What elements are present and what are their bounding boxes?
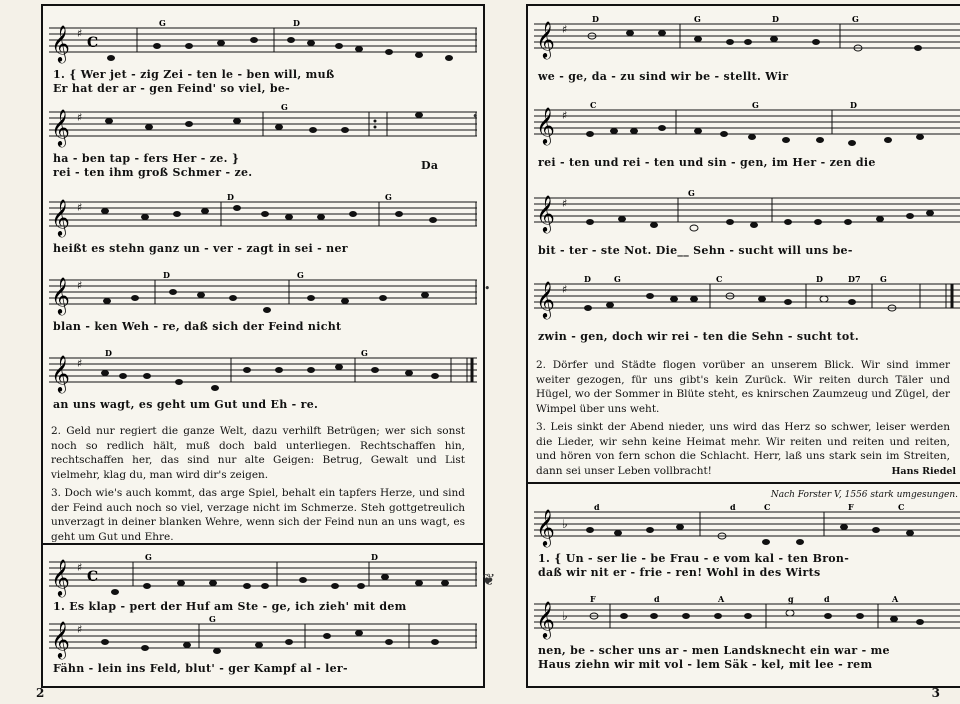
- right-page: [526, 4, 960, 688]
- svg-text:C: C: [87, 569, 99, 585]
- svg-text:𝄞: 𝄞: [51, 354, 70, 392]
- svg-text:♭: ♭: [562, 609, 568, 623]
- svg-text:C: C: [87, 35, 99, 51]
- page-number: 2: [36, 686, 45, 700]
- music-staff: [49, 554, 477, 598]
- music-system: [534, 596, 960, 682]
- chord-symbol: D: [584, 276, 591, 284]
- chord-symbol: d: [654, 596, 660, 604]
- chord-symbol: C: [898, 504, 905, 512]
- svg-text:♯: ♯: [562, 109, 568, 122]
- lyric-side-word: Da: [421, 159, 439, 172]
- page-number: 3: [931, 686, 940, 700]
- chord-symbol: G: [694, 16, 701, 24]
- lyric-line: an uns wagt, es geht um Gut und Eh - re.: [53, 398, 319, 411]
- chord-symbol: G: [752, 102, 759, 110]
- svg-text:𝄞: 𝄞: [51, 276, 70, 314]
- chord-symbol: D: [163, 272, 170, 280]
- lyric-line: 1. { Wer jet - zig Zei - ten le - ben will, muß: [53, 68, 335, 81]
- music-staff: [49, 194, 477, 238]
- chord-symbol: F: [590, 596, 596, 604]
- music-system: [49, 104, 477, 184]
- lyric-line: heißt es stehn ganz un - ver - zagt in sei - ner: [53, 242, 348, 255]
- music-system: [534, 102, 960, 174]
- svg-text:♯: ♯: [77, 201, 83, 214]
- song-divider: [528, 482, 960, 484]
- music-system: [49, 194, 477, 260]
- svg-text:𝄞: 𝄞: [536, 280, 555, 318]
- svg-text:𝄞: 𝄞: [536, 20, 555, 58]
- svg-text:𝄞: 𝄞: [536, 508, 555, 546]
- chord-symbol: d: [824, 596, 830, 604]
- verse-text: [51, 424, 465, 548]
- lyric-line: ha - ben tap - fers Her - ze. }: [53, 152, 240, 165]
- lyric-line: 1. { Un - ser lie - be Frau - e vom kal - ten Bron-: [538, 552, 850, 565]
- chord-symbol: G: [209, 616, 216, 624]
- svg-text:♯: ♯: [77, 357, 83, 370]
- lyric-line: Haus ziehn wir mit vol - lem Säk - kel, mit lee - rem: [538, 658, 873, 671]
- music-staff: [49, 104, 477, 148]
- music-staff: [49, 272, 477, 316]
- chord-symbol: D: [850, 102, 857, 110]
- ornament-icon: ❦: [482, 570, 496, 589]
- chord-symbol: F: [848, 504, 854, 512]
- svg-text:♯: ♯: [77, 279, 83, 292]
- chord-symbol: G: [297, 272, 304, 280]
- chord-symbol: D: [293, 20, 300, 28]
- chord-symbol: A: [892, 596, 899, 604]
- chord-symbol: G: [688, 190, 695, 198]
- svg-text:𝄞: 𝄞: [51, 198, 70, 236]
- music-staff: [49, 20, 477, 64]
- chord-symbol: d: [594, 504, 600, 512]
- chord-symbol: C: [764, 504, 771, 512]
- svg-text:♯: ♯: [562, 197, 568, 210]
- music-staff: [534, 504, 960, 548]
- svg-text:♯: ♯: [77, 27, 83, 40]
- lyric-line: 1. Es klap - pert der Huf am Ste - ge, ich zieh' mit dem: [53, 600, 407, 613]
- chord-symbol: d: [730, 504, 736, 512]
- music-system: [49, 350, 477, 416]
- svg-text:𝄞: 𝄞: [536, 600, 555, 638]
- music-staff: [49, 350, 477, 394]
- verse-3: 3. Doch wie's auch kommt, das arge Spiel, behalt ein tapfers Herze, und sind der Feind auch noch so viel, verzage nicht im Schmerze. Steh gottgetreulich unverzagt in deiner blanken Wehre, wenn sich der Feind nun an uns wagt, es geht um Gut und Ehre.: [51, 487, 465, 543]
- svg-text:♯: ♯: [562, 23, 568, 36]
- song-divider: [43, 543, 483, 545]
- chord-symbol: G: [159, 20, 166, 28]
- music-system: [49, 272, 477, 338]
- svg-text:𝄞: 𝄞: [51, 108, 70, 146]
- music-staff: [49, 616, 477, 660]
- chord-symbol: G: [361, 350, 368, 358]
- chord-symbol: D: [227, 194, 234, 202]
- chord-symbol: g: [788, 596, 794, 604]
- chord-symbol: A: [718, 596, 725, 604]
- chord-symbol: D: [371, 554, 378, 562]
- lyric-line: daß wir nit er - frie - ren! Wohl in des Wirts: [538, 566, 821, 579]
- lyric-line: rei - ten ihm groß Schmer - ze.: [53, 166, 253, 179]
- music-staff: [534, 102, 960, 146]
- music-system: [49, 554, 477, 616]
- svg-text:𝄞: 𝄞: [51, 24, 70, 62]
- left-page: [41, 4, 485, 688]
- music-staff: [534, 276, 960, 320]
- music-system: [49, 20, 477, 100]
- verse-2: 2. Geld nur regiert die ganze Welt, dazu verhilft Betrügen; wer sich sonst noch so redlich hält, muß doch bald unterliegen. Rechtschaffen hin, rechtschaffen her, das sind nur alte Geigen: Betrug, Gewalt und List vielmehr, klag du, man wird dir's zeigen.: [51, 425, 465, 481]
- chord-symbol: D: [105, 350, 112, 358]
- verse-2: 2. Dörfer und Städte flogen vorüber an unserem Blick. Wir sind immer weiter gezogen, für uns gibt's kein Zurück. Wir reiten durch Täler und Hügel, wo der Sommer in Blüte steht, es knirschen Zaumzeug und Zügel, der Wimpel über uns weht.: [536, 359, 950, 415]
- lyric-line: nen, be - scher uns ar - men Landsknecht ein war - me: [538, 644, 890, 657]
- music-system: [49, 616, 477, 678]
- music-system: [534, 16, 960, 88]
- music-staff: [534, 16, 960, 60]
- lyric-line: rei - ten und rei - ten und sin - gen, im Her - zen die: [538, 156, 876, 169]
- chord-symbol: D7: [848, 276, 861, 284]
- music-staff: [534, 596, 960, 640]
- gutter-dot: •: [472, 110, 479, 123]
- verse-3: 3. Leis sinkt der Abend nieder, uns wird das Herz so schwer, leiser werden die Lieder, wir sehn keine Heimat mehr. Wir reiten und reiten und reiten, und hören von fern schon die Schlacht. Herr, laß uns stark sein im Streiten, dann sei unser Leben vollbracht!: [536, 421, 950, 477]
- chord-symbol: G: [852, 16, 859, 24]
- svg-text:♭: ♭: [562, 517, 568, 531]
- music-system: [534, 190, 960, 262]
- svg-text:𝄞: 𝄞: [536, 194, 555, 232]
- lyric-line: bit - ter - ste Not. Die__ Sehn - sucht will uns be-: [538, 244, 853, 257]
- chord-symbol: G: [614, 276, 621, 284]
- chord-symbol: D: [772, 16, 779, 24]
- chord-symbol: D: [592, 16, 599, 24]
- chord-symbol: G: [385, 194, 392, 202]
- chord-symbol: G: [281, 104, 288, 112]
- music-staff: [534, 190, 960, 234]
- gutter-dot: •: [484, 282, 491, 295]
- lyric-line: blan - ken Weh - re, daß sich der Feind nicht: [53, 320, 342, 333]
- chord-symbol: C: [590, 102, 597, 110]
- chord-symbol: D: [816, 276, 823, 284]
- svg-text:𝄞: 𝄞: [51, 620, 70, 658]
- chord-symbol: G: [145, 554, 152, 562]
- svg-text:𝄞: 𝄞: [536, 106, 555, 144]
- lyric-line: zwin - gen, doch wir rei - ten die Sehn - sucht tot.: [538, 330, 859, 343]
- chord-symbol: C: [716, 276, 723, 284]
- svg-text:♯: ♯: [562, 283, 568, 296]
- svg-text:𝄞: 𝄞: [51, 558, 70, 596]
- lyric-line: Er hat der ar - gen Feind' so viel, be-: [53, 82, 291, 95]
- source-note: Nach Forster V, 1556 stark umgesungen.: [770, 490, 958, 500]
- svg-text:♯: ♯: [77, 111, 83, 124]
- lyric-line: we - ge, da - zu sind wir be - stellt. Wir: [538, 70, 789, 83]
- author-credit: Hans Riedel: [891, 466, 956, 477]
- svg-text:♯: ♯: [77, 623, 83, 636]
- music-system: [534, 504, 960, 590]
- lyric-line: Fähn - lein ins Feld, blut' - ger Kampf al - ler-: [53, 662, 348, 675]
- verse-text: [536, 358, 950, 482]
- music-system: [534, 276, 960, 348]
- svg-text:♯: ♯: [77, 561, 83, 574]
- chord-symbol: G: [880, 276, 887, 284]
